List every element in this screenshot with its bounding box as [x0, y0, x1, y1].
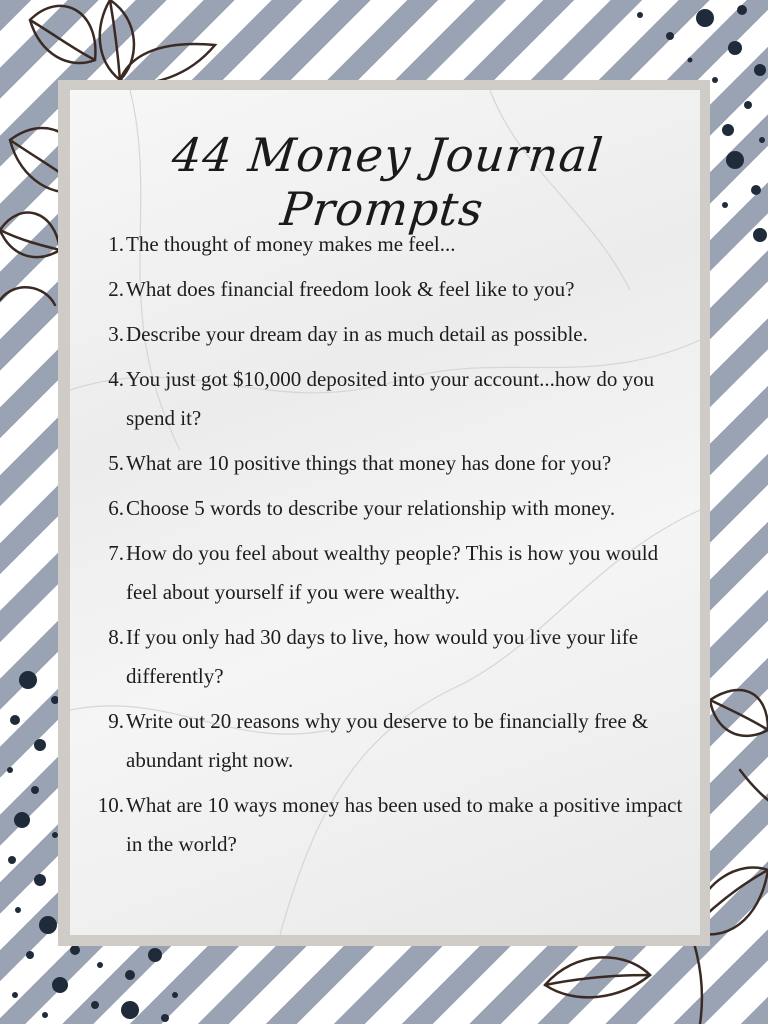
prompt-item: [90, 534, 686, 612]
prompt-item: [90, 225, 686, 264]
prompt-text: What does financial freedom look & feel like to you?: [126, 277, 575, 301]
prompt-item: [90, 786, 686, 864]
prompt-text: If you only had 30 days to live, how would you live your life differently?: [126, 625, 639, 688]
page-title: 44 Money Journal Prompts: [169, 128, 607, 236]
prompt-item: [90, 270, 686, 309]
prompt-text: You just got $10,000 deposited into your account...how do you spend it?: [126, 367, 655, 430]
prompt-item: [90, 618, 686, 696]
prompt-text: Choose 5 words to describe your relationship with money.: [126, 496, 616, 520]
prompt-number: 4.: [108, 367, 124, 391]
prompt-item: [90, 444, 686, 483]
prompt-number: 9.: [108, 709, 124, 733]
prompt-text: How do you feel about wealthy people? This is how you would feel about yourself if you were wealthy.: [126, 541, 659, 604]
prompt-number: 5.: [108, 451, 124, 475]
prompt-number: 10.: [97, 793, 124, 817]
prompt-text: What are 10 ways money has been used to make a positive impact in the world?: [126, 793, 683, 856]
prompts-card: [70, 90, 700, 935]
prompt-text: The thought of money makes me feel...: [126, 232, 456, 256]
prompt-number: 3.: [108, 322, 124, 346]
prompt-number: 1.: [108, 232, 124, 256]
prompt-item: [90, 360, 686, 438]
prompt-list: [90, 225, 686, 870]
prompt-text: What are 10 positive things that money has done for you?: [126, 451, 612, 475]
prompt-item: [90, 702, 686, 780]
prompt-number: 7.: [108, 541, 124, 565]
prompt-number: 6.: [108, 496, 124, 520]
prompt-text: Write out 20 reasons why you deserve to be financially free & abundant right now.: [126, 709, 649, 772]
prompt-text: Describe your dream day in as much detail as possible.: [126, 322, 588, 346]
prompt-number: 2.: [108, 277, 124, 301]
prompt-item: [90, 315, 686, 354]
prompt-number: 8.: [108, 625, 124, 649]
prompt-item: [90, 489, 686, 528]
